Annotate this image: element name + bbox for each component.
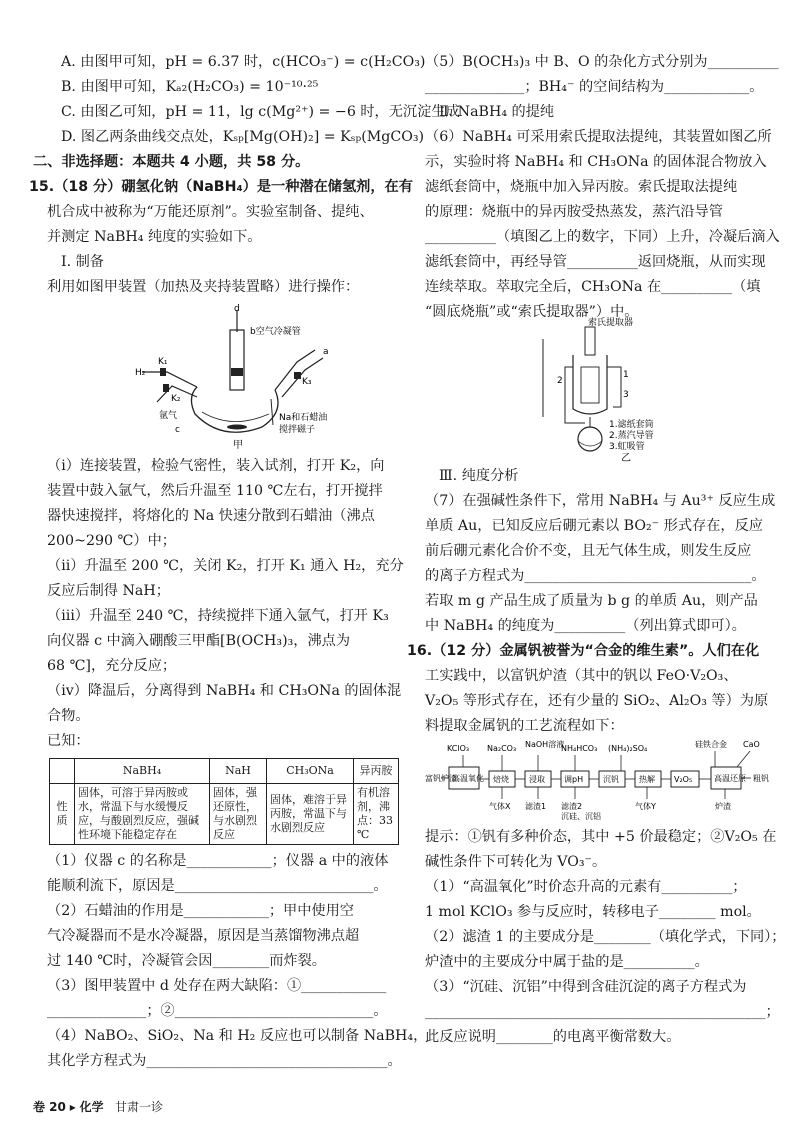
text-line: 能顺利流下，原因是____________________________。 [47,878,388,894]
text-line: 装置中鼓入氩气，然后升温至 110 ℃左右，打开搅拌 [47,483,383,499]
text-line: （7）在强碱性条件下，常用 NaBH₄ 与 Au³⁺ 反应生成 [425,493,776,509]
text-line: 反应后制得 NaH； [47,583,170,599]
flow-start: 富钒炉渣 [425,774,457,783]
page-footer [33,1098,163,1115]
text-line: 若取 m g 产品生成了质量为 b g 的单质 Au，则产品 [425,593,758,609]
label-k1: K₁ [158,357,168,367]
label-argon: 氩气 [159,411,178,421]
step-pyrolysis: 热解 [639,775,655,784]
text-line: 的离子方程式为________________________________。 [425,568,766,584]
text-line: （ⅳ）降温后，分离得到 NaBH₄ 和 CH₃ONa 的固体混 [47,683,402,699]
table-cell: 有机溶剂，沸点：33 ℃ [354,784,399,845]
text-line: 机合成中被称为“万能还原剂”。实验室制备、提纯、 [47,204,374,220]
table-header-cell [50,759,75,784]
text-line: 并测定 NaBH₄ 纯度的实验如下。 [47,229,262,245]
exam-name: 甘肃一诊 [115,1100,164,1114]
text-line: （ⅱ）升温至 200 ℃，关闭 K₂，打开 K₁ 通入 H₂，充分 [47,558,404,574]
text-line: B. 由图甲可知，Kₐ₂(H₂CO₃) = 10⁻¹⁰·²⁵ [61,79,319,95]
vanadium-process-flow [425,741,777,823]
text-line: 200~290 ℃）中； [47,533,176,549]
text-line: （3）图甲装置中 d 处存在两大缺陷：①____________ [47,978,387,994]
flow-end: 粗钒 [753,774,769,783]
text-line: 示，实验时将 NaBH₄ 和 CH₃ONa 的固体混合物放入 [425,154,767,170]
label-na-paraffin: Na和石蜡油 [279,413,328,423]
table-header-cell: NaBH₄ [75,759,210,784]
text-line: 68 ℃]，充分反应； [47,658,177,674]
text-line: 16.（12 分）金属钒被誉为“合金的维生素”。人们在化 [407,643,760,659]
step-roast: 焙烧 [493,775,509,784]
text-line: 二、非选择题：本题共 4 小题，共 58 分。 [33,154,310,170]
text-line: 连续萃取。萃取完全后，CH₃ONa 在__________（填 [425,279,761,295]
table-header-cell: NaH [210,759,267,784]
label-2: 2 [557,376,563,386]
step-v2o5: V₂O₅ [674,775,693,784]
page-number: 卷 20 [33,1100,66,1114]
text-line: Ⅲ. 纯度分析 [439,468,519,484]
label-soxhlet: 索氏提取器 [588,318,634,328]
subject: 化学 [79,1100,104,1114]
text-line: __________（填图乙上的数字，下同）上升，冷凝后滴入 [425,229,780,245]
caption-yi: 乙 [621,453,631,464]
step-ph: 调pH [564,775,584,784]
right-text-block-3 [425,825,786,1050]
label-stir-bar: 搅拌磁子 [279,425,316,435]
text-line: 工实践中，以富钒炉渣（其中的钒以 FeO·V₂O₃、 [425,668,738,684]
table-header-cell: CH₃ONa [267,759,354,784]
text-line: （2）滤渣 1 的主要成分是________（填化学式，下同）； [425,929,786,945]
text-line: 提示：①钒有多种价态，其中 +5 价最稳定；②V₂O₅ 在 [425,829,777,845]
text-line: 的原理：烧瓶中的异丙胺受热蒸发，蒸汽沿导管 [425,204,723,220]
legend-3: 3.虹吸管 [609,442,645,452]
left-text-block-1 [29,50,460,300]
right-text-block-2 [407,464,777,739]
legend-1: 1.滤纸套筒 [609,420,654,430]
label-c: c [175,425,180,435]
label-k2: K₂ [171,394,181,404]
table-row [50,784,399,845]
text-line: 其化学方程式为__________________________________。 [47,1053,402,1069]
text-line: ______________；②____________________________。 [47,1003,388,1019]
text-line: 向仪器 c 中滴入硼酸三甲酯[B(OCH₃)₃，沸点为 [47,633,351,649]
text-line: （3）“沉硅、沉铝”中得到含硅沉淀的离子方程式为 [425,979,747,995]
text-line: （1）“高温氧化”时价态升高的元素有__________； [425,879,747,895]
text-line: 滤纸套筒中，烧瓶中加入异丙胺。索氏提取法提纯 [425,179,738,195]
text-line: （ⅰ）连接装置，检验气密性，装入试剂，打开 K₂，向 [47,458,385,474]
text-line: 炉渣中的主要成分中属于盐的是__________。 [425,954,709,970]
figure-jia [47,302,405,452]
reagent-nh4hco3: NH₄HCO₃ [561,744,598,753]
text-line: ________________________________________________； [425,1004,780,1020]
text-line: 气冷凝器而不是水冷凝器，原因是当蒸馏物沸点超 [47,928,360,944]
table-header-cell: 异丙胺 [354,759,399,784]
label-1: 1 [623,370,629,380]
text-line: 已知： [47,733,90,749]
text-line: （6）NaBH₄ 可采用索氏提取法提纯，其装置如图乙所 [425,129,772,145]
table-cell: 固体，可溶于异丙胺或水，常温下与水缓慢反应，与酸剧烈反应，强碱性环境下能稳定存在 [75,784,210,845]
soxhlet-diagram [425,318,777,464]
table-row-label: 性质 [50,784,75,845]
text-line: 1 mol KClO₃ 参与反应时，转移电子________ mol。 [425,904,761,920]
step-leach: 浸取 [529,775,545,784]
byproduct-residue-2: 滤渣2 [561,802,583,811]
table-cell: 固体，难溶于异丙胺，常温下与水剧烈反应 [267,784,354,845]
text-line: （2）石蜡油的作用是____________；甲中使用空 [47,903,354,919]
byproduct-gas-y: 气体Y [635,802,656,811]
text-line: 器快速搅拌，将熔化的 Na 快速分散到石蜡油（沸点 [47,508,375,524]
text-line: （4）NaBO₂、SiO₂、Na 和 H₂ 反应也可以制备 NaBH₄， [47,1028,428,1044]
step-oxidation: 高温氧化 [452,774,484,783]
byproduct-si-al: 沉硅、沉铝 [561,812,601,821]
byproduct-residue-1: 滤渣1 [525,802,547,811]
text-line: 中 NaBH₄ 的纯度为__________（列出算式即可）。 [425,618,746,634]
reagent-naoh: NaOH溶液 [525,740,565,749]
label-d: d [234,304,240,314]
label-3: 3 [623,390,629,400]
apparatus-jia-diagram [47,302,405,452]
label-k3: K₃ [302,377,312,387]
text-line: 此反应说明________的电离平衡常数大。 [425,1029,681,1045]
text-line: Ⅱ. NaBH₄ 的提纯 [439,104,555,120]
table-header-row [50,759,399,784]
properties-table [49,758,399,845]
text-line: “圆底烧瓶”或“索氏提取器”）中。 [425,304,639,320]
caption-jia: 甲 [233,440,243,451]
right-column [407,50,786,1050]
step-precip-v: 沉钒 [603,775,619,784]
text-line: 料提取金属钒的工艺流程如下： [425,718,624,734]
step-reduction: 高温还原 [714,774,746,783]
text-line: ______________；BH₄⁻ 的空间结构为____________。 [425,79,764,95]
text-line: V₂O₅ 等形式存在，还有少量的 SiO₂、Al₂O₃ 等）为原 [425,693,769,709]
legend-2: 2.蒸汽导管 [609,431,654,441]
left-text-block-3 [47,849,428,1074]
text-line: A. 由图甲可知，pH = 6.37 时，c(HCO₃⁻) = c(H₂CO₃) [61,54,426,70]
figure-yi [425,318,777,464]
left-text-block-2 [47,454,405,754]
table-cell: 固体，强还原性，与水剧烈反应 [210,784,267,845]
text-line: （ⅲ）升温至 240 ℃，持续搅拌下通入氩气，打开 K₃ [47,608,389,624]
text-line: 单质 Au，已知反应后硼元素以 BO₂⁻ 形式存在，反应 [425,518,763,534]
text-line: 利用如图甲装置（加热及夹持装置略）进行操作： [47,279,360,295]
right-text-block-1 [425,50,780,325]
reagent-na2co3: Na₂CO₃ [487,744,517,753]
flow-chart [425,741,777,823]
reagent-nh42so4: (NH₄)₂SO₄ [608,744,648,753]
reagent-cao: CaO [743,740,760,749]
text-line: C. 由图乙可知，pH = 11，lg c(Mg²⁺) = −6 时，无沉淀生成 [61,104,460,120]
text-line: Ⅰ. 制备 [61,254,104,270]
text-line: （5）B(OCH₃)₃ 中 B、O 的杂化方式分别为__________ [425,54,779,70]
text-line: 15.（18 分）硼氢化钠（NaBH₄）是一种潜在储氢剂，在有 [29,179,413,195]
text-line: 合物。 [47,708,90,724]
text-line: 滤纸套筒中，再经导管__________返回烧瓶，从而实现 [425,254,766,270]
byproduct-gas-x: 气体X [489,802,511,811]
label-a: a [323,347,329,357]
reagent-sife: 硅铁合金 [695,740,727,749]
text-line: 过 140 ℃时，冷凝管会因________而炸裂。 [47,953,326,969]
text-line: 前后硼元素化合价不变，且无气体生成，则发生反应 [425,543,752,559]
text-line: D. 图乙两条曲线交点处，Kₛₚ[Mg(OH)₂] = Kₛₚ(MgCO₃) [61,129,425,145]
label-h2: H₂ [135,368,146,378]
reagent-kclo3: KClO₃ [447,744,470,753]
footer-triangle-icon: ▸ [69,1100,76,1114]
label-b-condenser: b空气冷凝管 [250,327,301,337]
byproduct-slag: 炉渣 [715,802,731,811]
text-line: （1）仪器 c 的名称是____________；仪器 a 中的液体 [47,853,389,869]
text-line: 碱性条件下可转化为 VO₃⁻。 [425,854,607,870]
